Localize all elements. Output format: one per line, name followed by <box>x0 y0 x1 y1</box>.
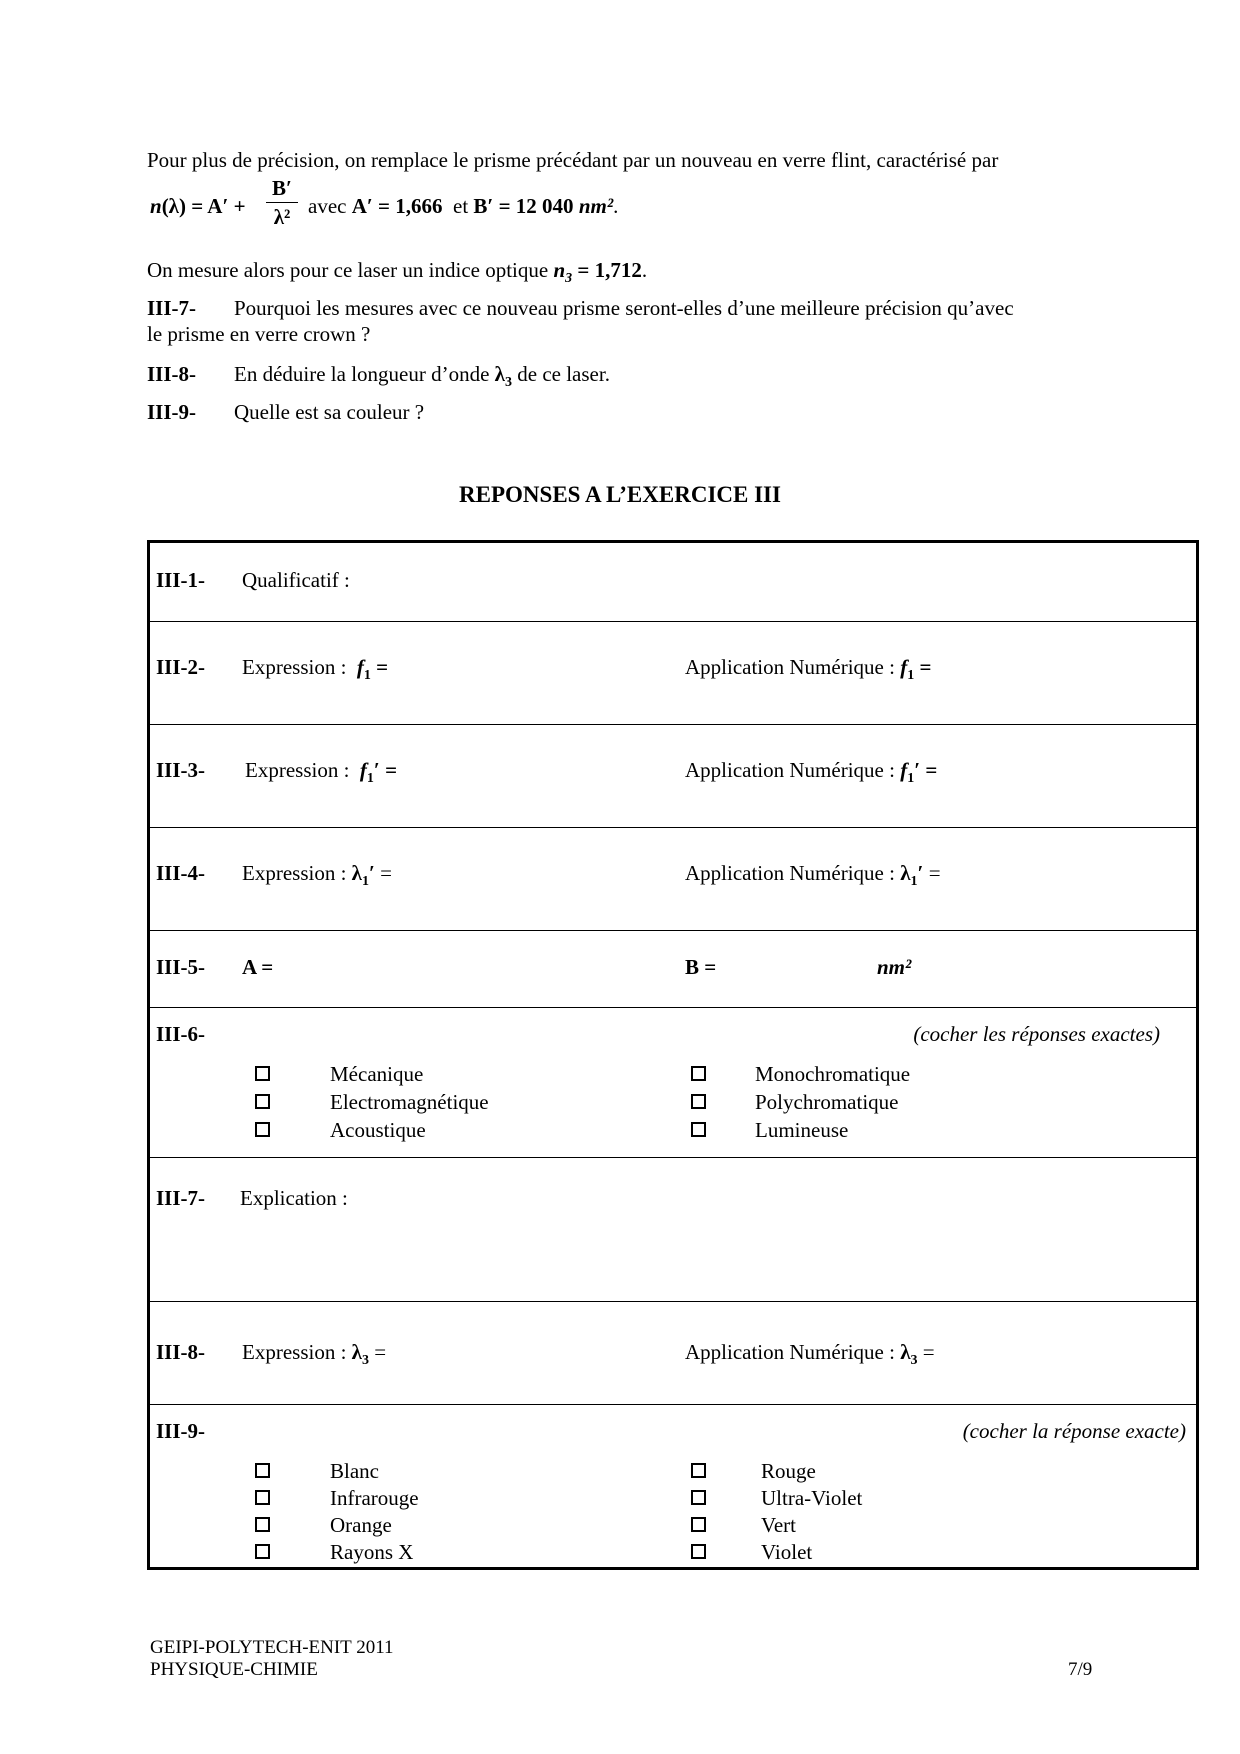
expression-lambda3: Expression : $\lambda_3$ = <box>242 1340 387 1369</box>
checkbox[interactable] <box>255 1517 270 1532</box>
row-iii-9 <box>150 1405 1196 1567</box>
checkbox[interactable] <box>255 1066 270 1081</box>
checkbox[interactable] <box>691 1544 706 1559</box>
footer-line1: GEIPI-POLYTECH-ENIT 2011 <box>150 1637 394 1658</box>
row-label: III-4- <box>156 861 206 885</box>
row-label: III-7- <box>156 1186 206 1210</box>
row-iii-1 <box>150 543 1196 622</box>
formula-fraction <box>266 176 298 229</box>
formula-denominator: λ² <box>273 205 291 229</box>
row-label: III-1- <box>156 568 206 592</box>
measure-line: On mesure alors pour ce laser un indice optique $n_3 = 1,712$. <box>147 258 648 287</box>
option-label: Polychromatique <box>755 1090 899 1114</box>
formula-unit: nm² <box>578 194 614 218</box>
checkbox[interactable] <box>255 1094 270 1109</box>
expression-f1: Expression : $f_1$ = <box>242 655 389 684</box>
answer-table <box>147 540 1199 1570</box>
option-label: Acoustique <box>330 1118 426 1142</box>
row-iii-7 <box>150 1158 1196 1302</box>
row-label: III-8- <box>156 1340 206 1364</box>
hint-text: (cocher les réponses exactes) <box>913 1022 1160 1046</box>
application-lambda3: Application Numérique : $\lambda_3$ = <box>685 1340 935 1369</box>
formula-lhs: n(λ) = A′ + <box>150 194 246 218</box>
row-label: III-6- <box>156 1022 206 1046</box>
q9-num: III-9- <box>147 400 197 424</box>
checkbox[interactable] <box>691 1122 706 1137</box>
option-label: Blanc <box>330 1459 379 1483</box>
option-label: Infrarouge <box>330 1486 419 1510</box>
hint-text: (cocher la réponse exacte) <box>962 1419 1186 1443</box>
intro-line1: Pour plus de précision, on remplace le prisme précédant par un nouveau en verre flint, caractérisé par <box>147 148 999 172</box>
checkbox[interactable] <box>691 1094 706 1109</box>
measure-prefix: On mesure alors pour ce laser un indice optique <box>147 258 549 282</box>
option-label: Rouge <box>761 1459 816 1483</box>
q7-text2: le prisme en verre crown ? <box>147 322 371 346</box>
q9-text: Quelle est sa couleur ? <box>234 400 425 424</box>
formula-et: et <box>453 194 469 218</box>
checkbox[interactable] <box>255 1122 270 1137</box>
q7-text: Pourquoi les mesures avec ce nouveau prisme seront-elles d’une meilleure précision qu’avec <box>234 296 1014 320</box>
option-label: Monochromatique <box>755 1062 911 1086</box>
row-iii-3 <box>150 725 1196 828</box>
footer-line2: PHYSIQUE-CHIMIE <box>150 1659 318 1680</box>
option-label: Ultra-Violet <box>761 1486 863 1510</box>
formula-rest: avec A′ = 1,666 et B′ = 12 040 nm². <box>308 194 619 218</box>
row-iii-4 <box>150 828 1196 931</box>
checkbox[interactable] <box>255 1463 270 1478</box>
section-title: REPONSES A L’EXERCICE III <box>459 482 781 507</box>
row-iii-8 <box>150 1302 1196 1405</box>
row-iii-2 <box>150 622 1196 725</box>
checkbox[interactable] <box>255 1544 270 1559</box>
checkbox[interactable] <box>691 1066 706 1081</box>
q8-num: III-8- <box>147 362 197 386</box>
option-label: Vert <box>761 1513 796 1537</box>
formula-b-value: B′ = 12 040 <box>473 194 574 218</box>
b-value-field: B = <box>685 955 717 979</box>
expression-lambda1: Expression : $\lambda_1'$ = <box>242 861 392 890</box>
formula-avec: avec <box>308 194 347 218</box>
row-iii-5 <box>150 931 1196 1008</box>
qualificatif-label: Qualificatif : <box>242 568 350 592</box>
row-label: III-5- <box>156 955 206 979</box>
expression-f1-prime: Expression : $f_1'$ = <box>245 758 398 787</box>
application-lambda1: Application Numérique : $\lambda_1'$ = <box>685 861 941 890</box>
checkbox[interactable] <box>691 1490 706 1505</box>
option-label: Orange <box>330 1513 392 1537</box>
application-f1: Application Numérique : $f_1$ = <box>685 655 932 684</box>
measure-value: = 1,712 <box>577 258 642 282</box>
option-label: Electromagnétique <box>330 1090 489 1114</box>
explication-label: Explication : <box>240 1186 348 1210</box>
row-label: III-9- <box>156 1419 206 1443</box>
application-f1-prime: Application Numérique : $f_1'$ = <box>685 758 938 787</box>
checkbox[interactable] <box>691 1517 706 1532</box>
q8-text: En déduire la longueur d’onde $\lambda_3$ de ce laser. <box>234 362 610 391</box>
checkbox[interactable] <box>691 1463 706 1478</box>
b-unit: nm² <box>877 955 912 979</box>
option-label: Mécanique <box>330 1062 424 1086</box>
page-number: 7/9 <box>1068 1659 1093 1680</box>
checkbox[interactable] <box>255 1490 270 1505</box>
q7-num: III-7- <box>147 296 197 320</box>
row-iii-6 <box>150 1008 1196 1158</box>
a-value-field: A = <box>242 955 274 979</box>
option-label: Rayons X <box>330 1540 414 1564</box>
formula-a-value: A′ = 1,666 <box>351 194 443 218</box>
row-label: III-3- <box>156 758 206 782</box>
row-label: III-2- <box>156 655 206 679</box>
option-label: Lumineuse <box>755 1118 849 1142</box>
formula-numerator: B′ <box>272 176 292 200</box>
option-label: Violet <box>761 1540 813 1564</box>
